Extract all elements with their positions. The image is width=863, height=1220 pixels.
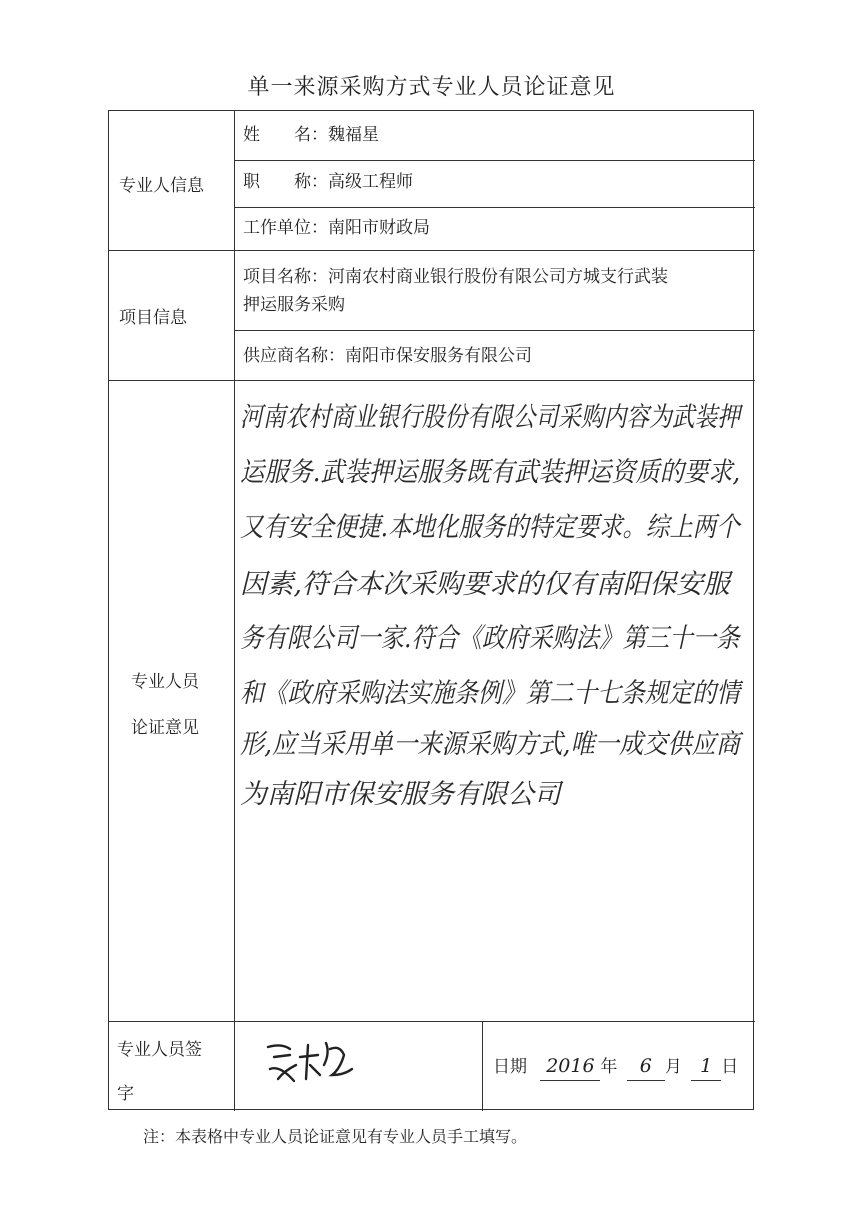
- project-name-line1: 河南农村商业银行股份有限公司方城支行武装: [328, 267, 668, 287]
- handwritten-line: 又有安全便捷.本地化服务的特定要求。综上两个: [240, 512, 740, 543]
- signature-label-2: 字: [117, 1084, 134, 1104]
- expert-info-label: 专业人信息: [119, 176, 204, 196]
- org-value: 南阳市财政局: [328, 218, 430, 238]
- row-line: [234, 330, 755, 331]
- supplier-row: [243, 342, 532, 370]
- handwritten-signature: [260, 1035, 370, 1095]
- date-year: 2016: [540, 1052, 600, 1081]
- handwritten-line: 和《政府采购法实施条例》第二十七条规定的情: [240, 678, 740, 709]
- name-row: [243, 121, 379, 149]
- date-year-unit: 年: [600, 1057, 618, 1077]
- handwritten-line: 河南农村商业银行股份有限公司采购内容为武装押: [240, 402, 740, 433]
- signature-divider: [234, 1021, 235, 1111]
- handwritten-line: 形,应当采用单一来源采购方式,唯一成交供应商: [240, 729, 741, 760]
- column-divider: [234, 111, 235, 1021]
- project-name-label: 项目名称：: [243, 267, 328, 287]
- name-label: 姓 名：: [243, 125, 328, 145]
- footnote: 注：本表格中专业人员论证意见有专业人员手工填写。: [143, 1127, 528, 1146]
- title-label: 职 称：: [243, 172, 328, 192]
- section-line: [109, 1021, 755, 1022]
- handwritten-line: 运服务.武装押运服务既有武装押运资质的要求,: [240, 457, 741, 488]
- signature-label-1: 专业人员签: [117, 1040, 202, 1060]
- handwritten-line: 务有限公司一家.符合《政府采购法》第三十一条: [240, 623, 740, 654]
- org-label: 工作单位：: [243, 218, 328, 238]
- date-label: 日期: [493, 1057, 527, 1077]
- project-name-row: [243, 263, 748, 319]
- org-row: [243, 214, 430, 242]
- form-table: [108, 110, 754, 1110]
- name-value: 魏福星: [328, 125, 379, 145]
- row-line: [234, 207, 755, 208]
- date-day: 1: [691, 1052, 721, 1081]
- row-line: [234, 160, 755, 161]
- date-day-unit: 日: [721, 1057, 739, 1077]
- handwritten-line: 为南阳市保安服务有限公司: [240, 779, 561, 810]
- page-title: 单一来源采购方式专业人员论证意见: [247, 75, 616, 100]
- supplier-label: 供应商名称：: [243, 346, 345, 366]
- title-value: 高级工程师: [328, 172, 413, 192]
- handwritten-line: 因素,符合本次采购要求的仅有南阳保安服: [240, 569, 730, 600]
- section-line: [109, 380, 755, 381]
- title-row: [243, 168, 413, 196]
- date-month-unit: 月: [664, 1057, 682, 1077]
- supplier-value: 南阳市保安服务有限公司: [345, 346, 532, 366]
- date-month: 6: [627, 1052, 665, 1081]
- section-line: [109, 250, 755, 251]
- opinion-label-2: 论证意见: [131, 718, 199, 738]
- opinion-label-1: 专业人员: [131, 672, 199, 692]
- project-name-line2: 押运服务采购: [243, 295, 345, 315]
- project-info-label: 项目信息: [119, 308, 187, 328]
- date-row: [493, 1052, 738, 1081]
- date-divider: [482, 1021, 483, 1111]
